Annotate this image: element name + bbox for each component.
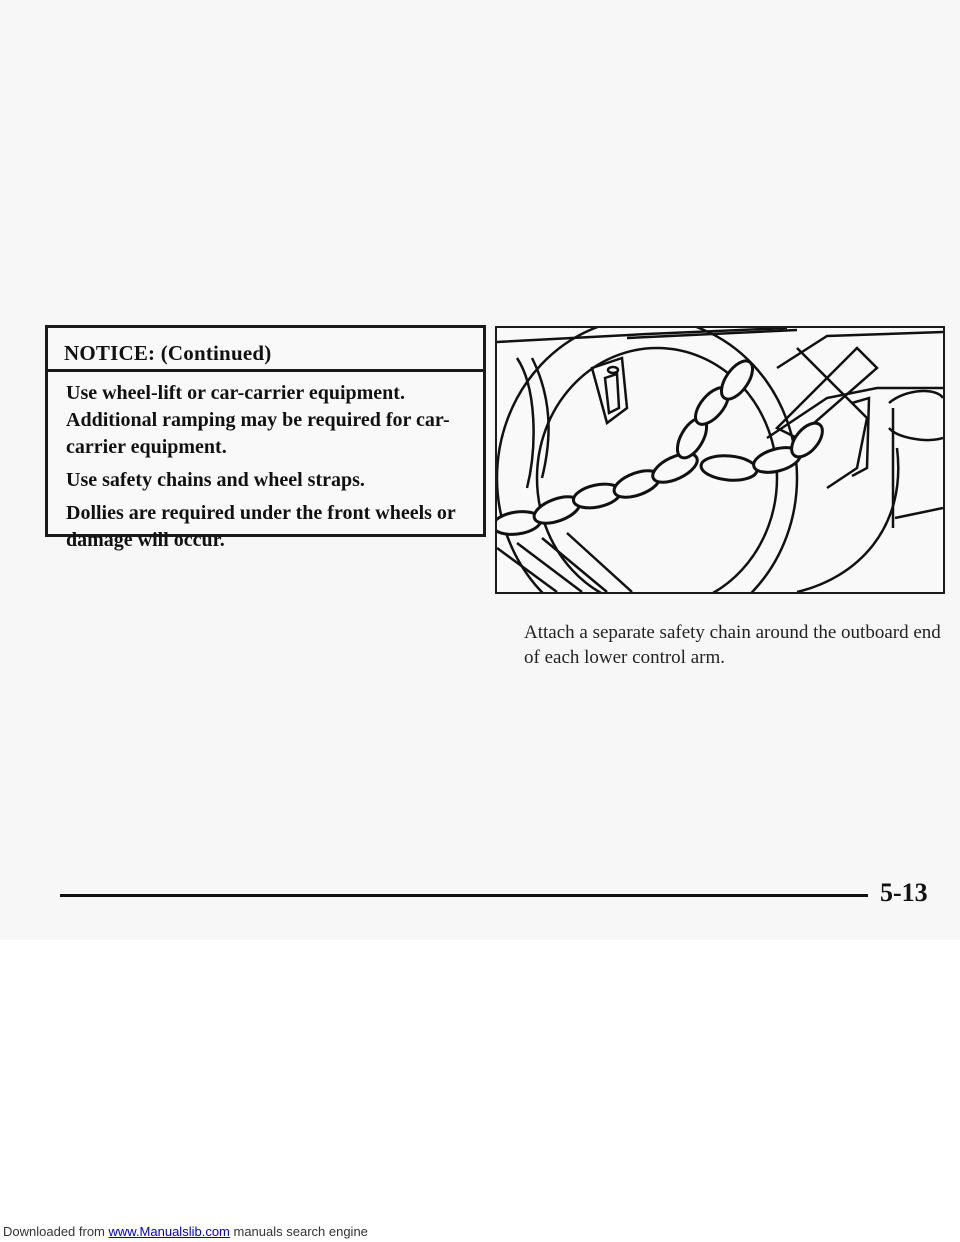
- tow-chain-illustration: [495, 326, 945, 594]
- notice-header: NOTICE: (Continued): [48, 328, 483, 372]
- footer-prefix: Downloaded from: [3, 1224, 109, 1239]
- download-footer: [3, 1224, 368, 1239]
- notice-body: [48, 372, 483, 554]
- caption-text: Attach a separate safety chain around the outboard end of each lower control arm.: [524, 622, 941, 668]
- manualslib-link[interactable]: www.Manualslib.com: [108, 1224, 230, 1239]
- notice-box: [45, 325, 486, 551]
- notice-paragraph-3: Dollies are required under the front wheels or damage will occur.: [66, 502, 456, 551]
- notice-paragraph-2: Use safety chains and wheel straps.: [66, 469, 365, 491]
- chain-wheel-drawing-icon: [497, 328, 943, 592]
- footer-suffix: manuals search engine: [229, 1224, 368, 1239]
- page-number: 5-13: [880, 878, 928, 907]
- notice-paragraph-1: Use wheel-lift or car-carrier equipment. Additional ramping may be required for car-carrier equipment.: [66, 382, 450, 458]
- caption: [524, 620, 944, 670]
- footer-rule: [60, 894, 868, 897]
